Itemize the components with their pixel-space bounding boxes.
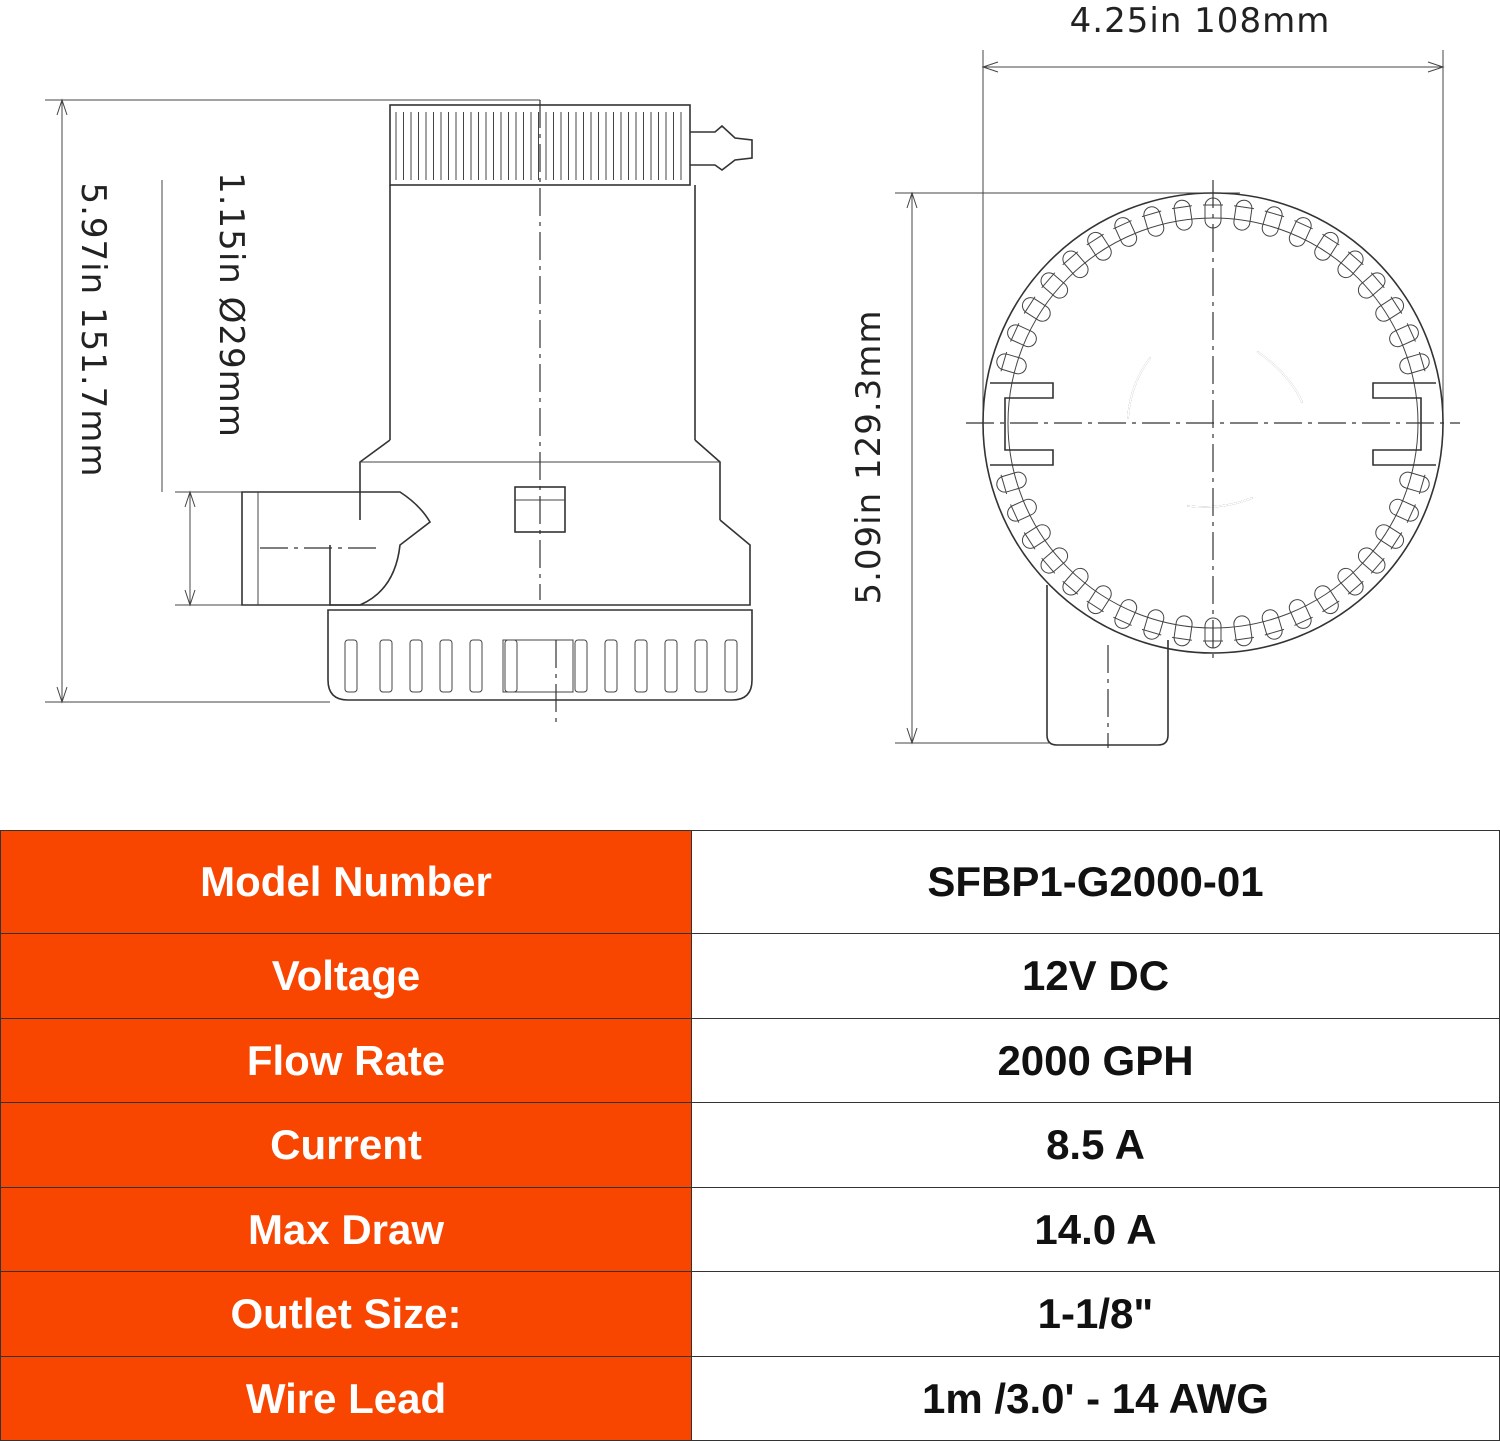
- spec-value: 2000 GPH: [692, 1019, 1500, 1103]
- grille-slot: [1258, 607, 1286, 641]
- base-vent: [635, 640, 647, 692]
- spec-label: Outlet Size:: [1, 1272, 692, 1357]
- height-dimension-label: 5.97in 151.7mm: [73, 182, 113, 478]
- width-dimension-label: 4.25in 108mm: [1069, 1, 1331, 41]
- spec-value: SFBP1-G2000-01: [692, 831, 1500, 934]
- spec-value: 1m /3.0' - 14 AWG: [692, 1357, 1500, 1441]
- spec-table: [0, 830, 1500, 1441]
- spec-value: 1-1/8": [692, 1272, 1500, 1357]
- grille-slot: [1018, 520, 1054, 553]
- spec-label: Flow Rate: [1, 1019, 692, 1103]
- grille-slot: [1110, 214, 1141, 250]
- grille-slot: [1397, 350, 1431, 378]
- grille-slot: [994, 468, 1028, 496]
- grille-slot: [1372, 520, 1408, 553]
- base-vent: [470, 640, 482, 692]
- grille-slot: [1171, 199, 1195, 232]
- grille-slot: [1372, 293, 1408, 326]
- base-vent: [695, 640, 707, 692]
- grille-slot: [1140, 204, 1168, 238]
- spec-row: [1, 1103, 1500, 1188]
- outlet-dimension-label: 1.15in Ø29mm: [211, 172, 251, 438]
- grille-slot: [1397, 468, 1431, 496]
- base-vent: [605, 640, 617, 692]
- base-vent: [503, 640, 573, 692]
- spec-row: [1, 1357, 1500, 1441]
- spec-label: Voltage: [1, 934, 692, 1019]
- grille-slot: [1004, 320, 1040, 351]
- grille-slot: [1018, 293, 1054, 326]
- grille-slot: [1285, 214, 1316, 250]
- spec-label: Wire Lead: [1, 1357, 692, 1441]
- grille-slot: [1231, 615, 1255, 648]
- grille-slot: [1083, 228, 1116, 264]
- base-vent: [345, 640, 357, 692]
- base-vent: [440, 640, 452, 692]
- base-vent: [725, 640, 737, 692]
- base-vent: [380, 640, 392, 692]
- spec-row: [1, 1188, 1500, 1272]
- grille-slot: [1058, 564, 1093, 600]
- grille-slot: [1386, 495, 1422, 526]
- depth-dimension-label: 5.09in 129.3mm: [849, 309, 889, 605]
- spec-value: 14.0 A: [692, 1188, 1500, 1272]
- spec-label: Model Number: [1, 831, 692, 934]
- spec-label: Max Draw: [1, 1188, 692, 1272]
- grille-slot: [994, 350, 1028, 378]
- base-vent: [410, 640, 422, 692]
- grille-slot: [1004, 495, 1040, 526]
- grille-slot: [1140, 607, 1168, 641]
- grille-slot: [1083, 582, 1116, 618]
- base-vent: [505, 640, 517, 692]
- grille-slot: [1333, 564, 1368, 600]
- spec-value: 8.5 A: [692, 1103, 1500, 1188]
- pump-side-view: [45, 100, 752, 728]
- grille-slot: [1333, 246, 1368, 282]
- grille-slot: [1386, 320, 1422, 351]
- grille-slot: [1258, 204, 1286, 238]
- base-vent: [665, 640, 677, 692]
- spec-row: [1, 831, 1500, 934]
- spec-value: 12V DC: [692, 934, 1500, 1019]
- pump-bottom-view: [849, 1, 1460, 748]
- grille-slot: [1354, 543, 1390, 578]
- grille-slot: [1231, 199, 1255, 232]
- spec-label: Current: [1, 1103, 692, 1188]
- grille-slot: [1036, 543, 1072, 578]
- grille-slot: [1310, 582, 1343, 618]
- base-vent: [575, 640, 587, 692]
- grille-slot: [1310, 228, 1343, 264]
- spec-row: [1, 1272, 1500, 1357]
- grille-slot: [1110, 596, 1141, 632]
- grille-slot: [1058, 246, 1093, 282]
- grille-slot: [1171, 615, 1195, 648]
- grille-slot: [1036, 268, 1072, 303]
- spec-row: [1, 934, 1500, 1019]
- grille-slot: [1285, 596, 1316, 632]
- grille-slot: [1354, 268, 1390, 303]
- spec-row: [1, 1019, 1500, 1103]
